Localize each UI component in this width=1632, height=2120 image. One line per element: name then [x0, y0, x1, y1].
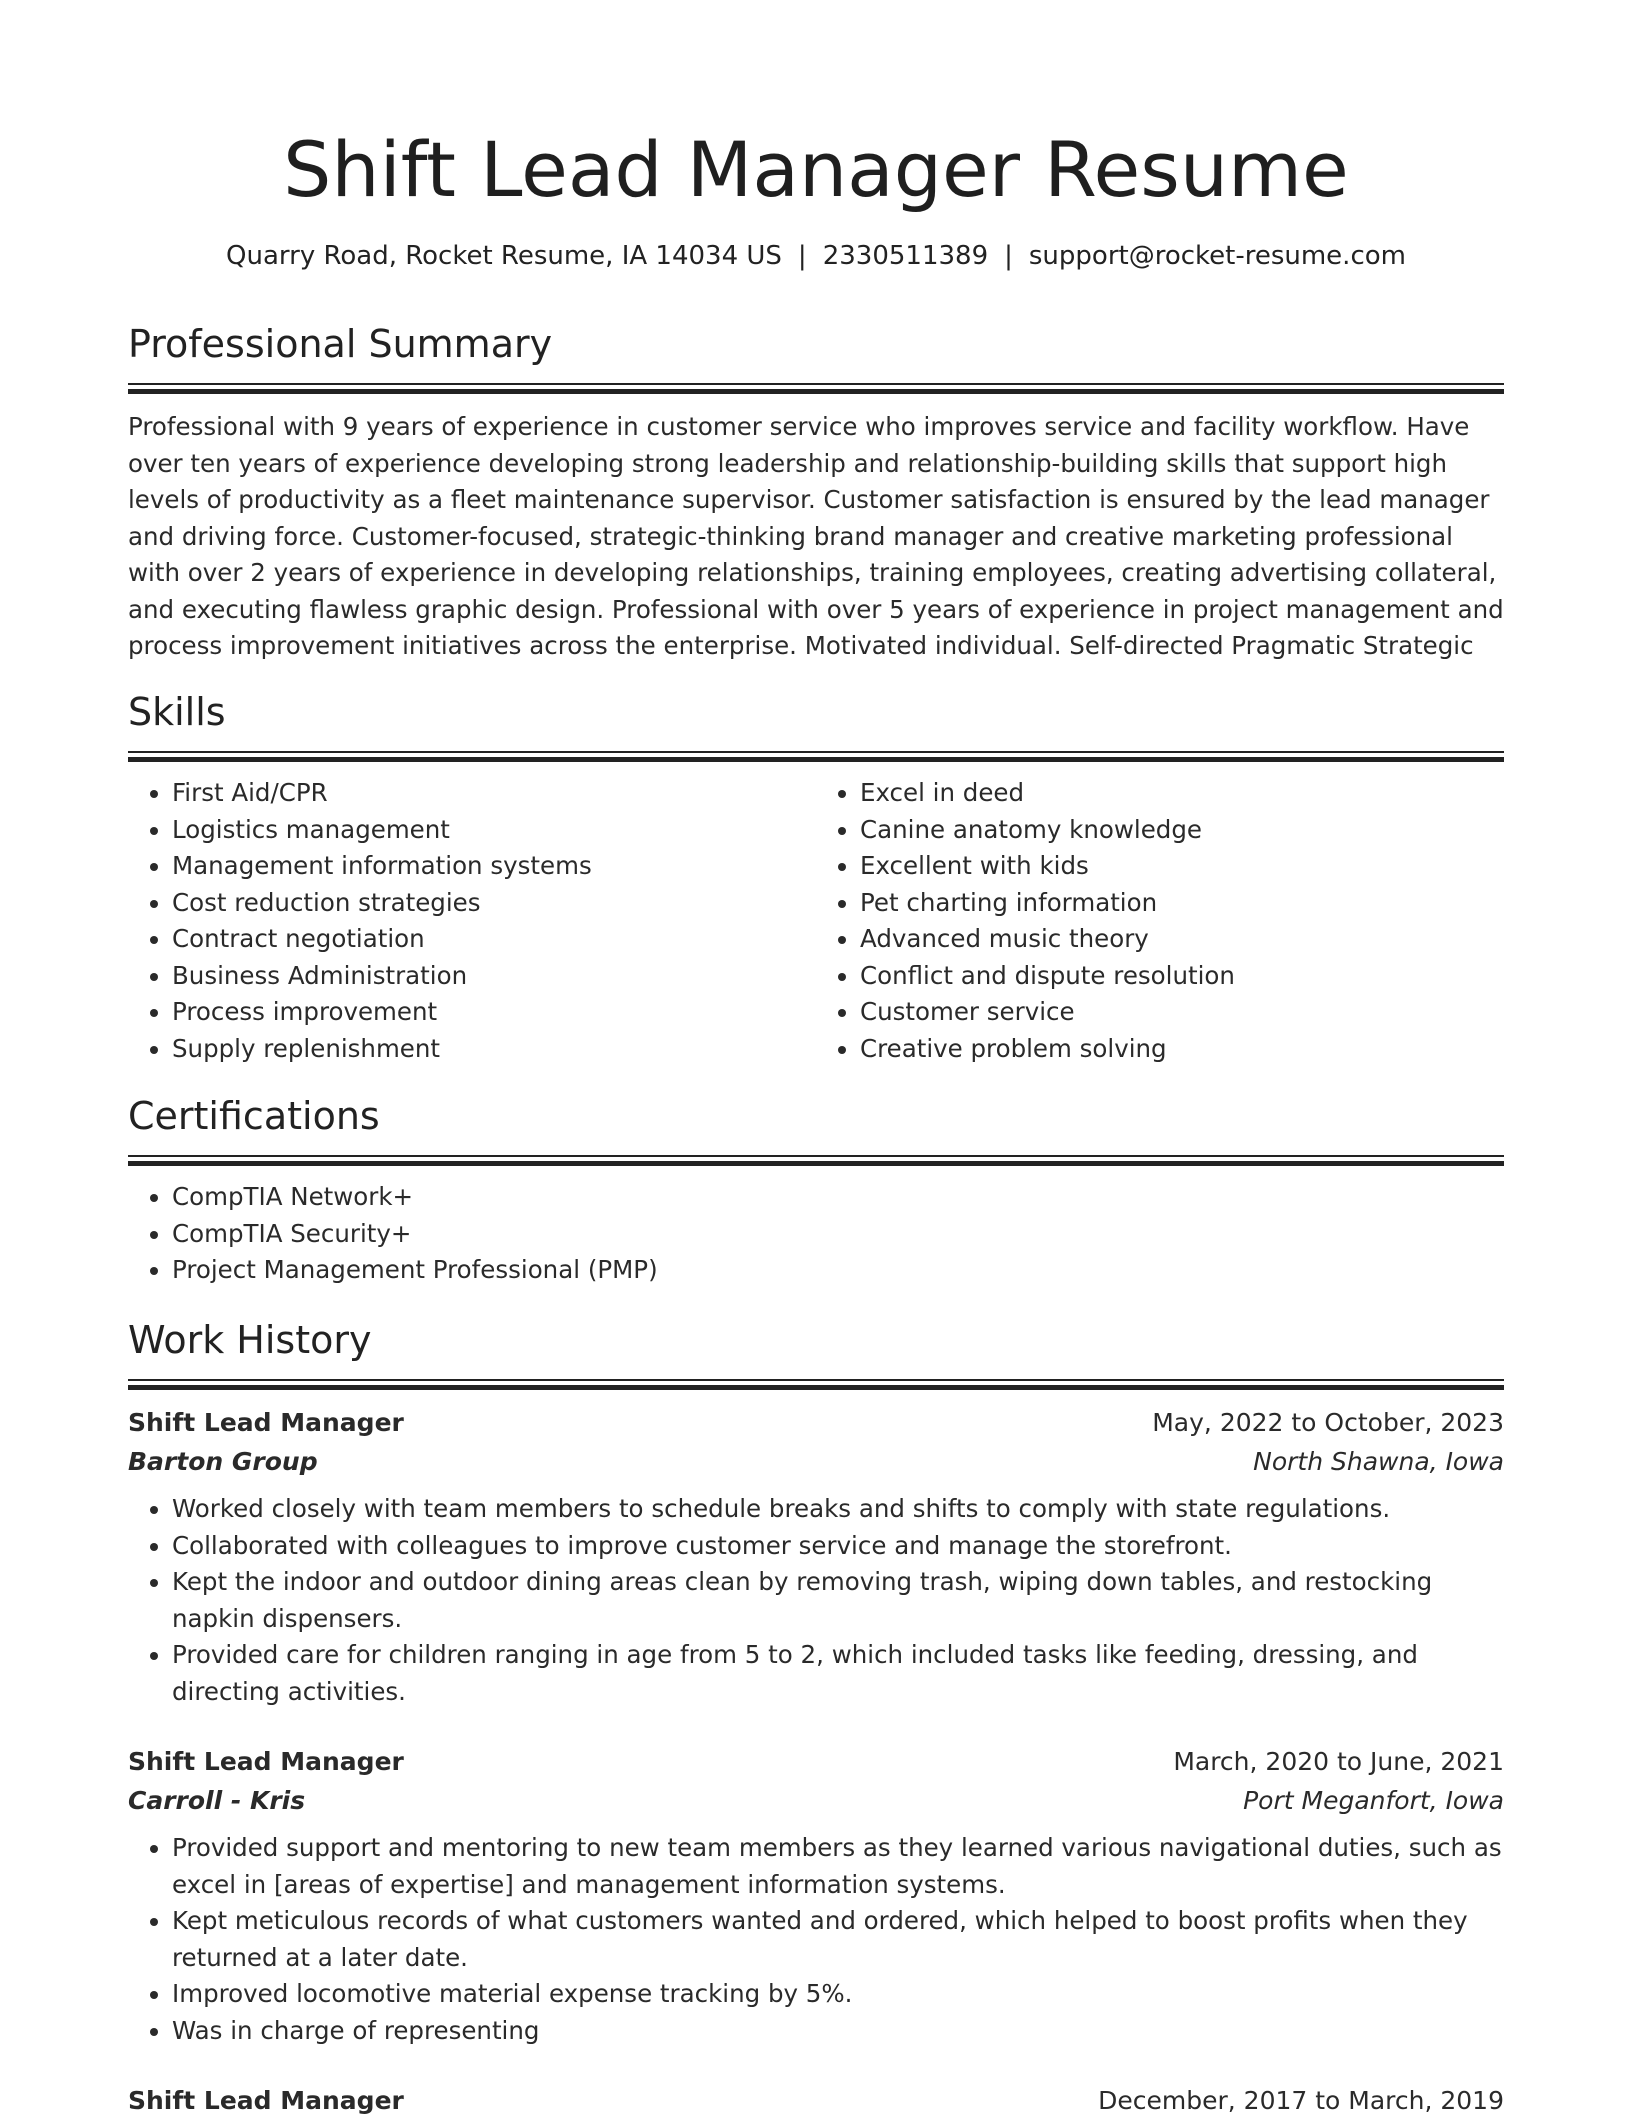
job-bullet: • Provided support and mentoring to new team members as they learned various navigational duties, such as excel in [areas of expertise] and management information systems. — [172, 1830, 1504, 1903]
page-title: Shift Lead Manager Resume — [283, 125, 1349, 214]
job-header-row — [128, 2081, 1504, 2120]
skill-item: • Management information systems — [172, 848, 816, 885]
job-title: Shift Lead Manager — [128, 1408, 404, 1437]
skill-item: • Logistics management — [172, 812, 816, 849]
job-bullet: • Kept meticulous records of what customers wanted and ordered, which helped to boost profits when they returned at a later date. — [172, 1903, 1504, 1976]
certifications-list — [128, 1179, 1504, 1289]
skill-item: • Creative problem solving — [860, 1031, 1504, 1068]
certification-item: • Project Management Professional (PMP) — [172, 1252, 1504, 1289]
skill-item: • Supply replenishment — [172, 1031, 816, 1068]
summary-section — [128, 319, 1504, 665]
job-bullet: • Improved locomotive material expense tracking by 5%. — [172, 1976, 1504, 2013]
job-title: Shift Lead Manager — [128, 1747, 404, 1776]
summary-heading: Professional Summary — [128, 322, 553, 366]
job-bullets — [128, 1830, 1504, 2049]
job-entry — [128, 2081, 1504, 2120]
skill-item: • Contract negotiation — [172, 921, 816, 958]
section-divider — [128, 751, 1504, 761]
skill-item: • First Aid/CPR — [172, 775, 816, 812]
certifications-heading: Certifications — [128, 1094, 380, 1138]
job-dates: March, 2020 to June, 2021 — [1173, 1747, 1504, 1776]
job-dates: December, 2017 to March, 2019 — [1098, 2086, 1504, 2115]
skill-item: • Canine anatomy knowledge — [860, 812, 1504, 849]
contact-email: support@rocket-resume.com — [1028, 241, 1406, 271]
job-header-row — [128, 1403, 1504, 1442]
section-divider — [128, 1379, 1504, 1389]
job-title: Shift Lead Manager — [128, 2086, 404, 2115]
job-company: Barton Group — [128, 1447, 318, 1476]
job-company: Carroll - Kris — [128, 1786, 306, 1815]
job-dates: May, 2022 to October, 2023 — [1152, 1408, 1504, 1437]
contact-line — [128, 238, 1504, 274]
job-bullet: • Collaborated with colleagues to improve customer service and manage the storefront. — [172, 1528, 1504, 1565]
job-company-row — [128, 1442, 1504, 1481]
skill-item: • Pet charting information — [860, 885, 1504, 922]
certification-item: • CompTIA Security+ — [172, 1216, 1504, 1253]
section-divider — [128, 1155, 1504, 1165]
job-bullet: • Provided care for children ranging in age from 5 to 2, which included tasks like feeding, dressing, and directing activities. — [172, 1637, 1504, 1710]
work-history-heading: Work History — [128, 1318, 372, 1362]
contact-separator: | — [1004, 241, 1013, 271]
job-company-row — [128, 1781, 1504, 1820]
skill-item: • Business Administration — [172, 958, 816, 995]
skill-item: • Excellent with kids — [860, 848, 1504, 885]
certifications-section — [128, 1091, 1504, 1289]
skill-item: • Advanced music theory — [860, 921, 1504, 958]
contact-address: Quarry Road, Rocket Resume, IA 14034 US — [226, 241, 782, 271]
summary-text: Professional with 9 years of experience in customer service who improves service and facility workflow. Have over ten years of experience developing strong leadership and relationship-building skills that support high levels of productivity as a fleet maintenance supervisor. Customer satisfaction is ensured by the lead manager and driving force. Customer-focused, strategic-thinking brand manager and creative marketing professional with over 2 years of experience in developing relationships, training employees, creating advertising collateral, and executing flawless graphic design. Professional with over 5 years of experience in project management and process improvement initiatives across the enterprise. Motivated individual. Self-directed Pragmatic Strategic — [128, 412, 1504, 660]
skill-item: • Excel in deed — [860, 775, 1504, 812]
job-bullet: • Was in charge of representing — [172, 2013, 1504, 2050]
skill-item: • Cost reduction strategies — [172, 885, 816, 922]
certification-item: • CompTIA Network+ — [172, 1179, 1504, 1216]
section-divider — [128, 383, 1504, 393]
skills-list-right — [816, 775, 1504, 1067]
job-entry — [128, 1742, 1504, 2049]
job-location: North Shawna, Iowa — [1253, 1447, 1504, 1476]
skill-item: • Customer service — [860, 994, 1504, 1031]
skills-list-left — [128, 775, 816, 1067]
skills-section — [128, 687, 1504, 1067]
skills-columns — [128, 775, 1504, 1067]
skill-item: • Conflict and dispute resolution — [860, 958, 1504, 995]
work-history-section — [128, 1315, 1504, 2120]
job-bullet: • Worked closely with team members to schedule breaks and shifts to comply with state regulations. — [172, 1491, 1504, 1528]
skills-heading: Skills — [128, 690, 226, 734]
job-bullets — [128, 1491, 1504, 1710]
skill-item: • Process improvement — [172, 994, 816, 1031]
job-header-row — [128, 1742, 1504, 1781]
job-entry — [128, 1403, 1504, 1710]
job-bullet: • Kept the indoor and outdoor dining areas clean by removing trash, wiping down tables, and restocking napkin dispensers. — [172, 1564, 1504, 1637]
job-location: Port Meganfort, Iowa — [1243, 1786, 1504, 1815]
contact-separator: | — [797, 241, 807, 271]
contact-phone: 2330511389 — [822, 241, 989, 271]
